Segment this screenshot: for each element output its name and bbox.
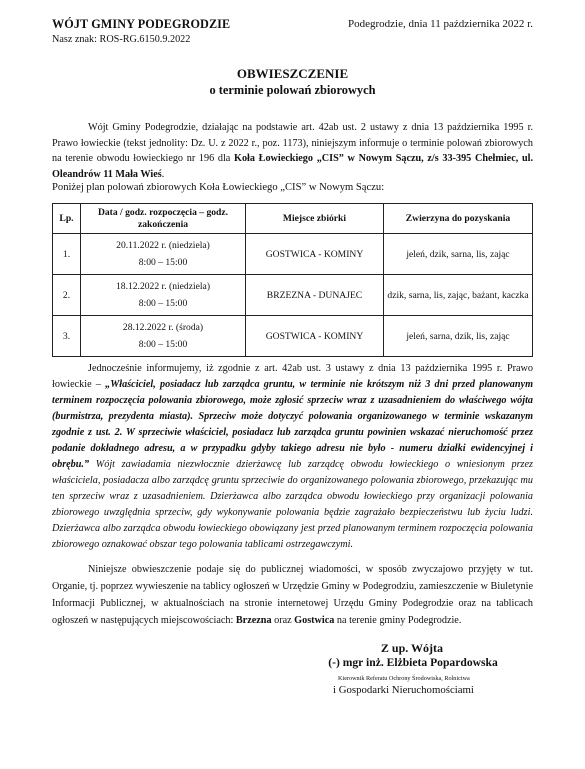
row-date — [81, 316, 246, 357]
paragraph-legal-basis — [52, 120, 533, 182]
row-date-time: 8:00 – 15:00 — [138, 257, 188, 268]
publication-end: na terenie gminy Podegrodzie. — [334, 615, 462, 626]
row-date-time: 8:00 – 15:00 — [138, 298, 188, 309]
locality-gostwica: Gostwica — [294, 615, 335, 626]
locality-brzezna: Brzezna — [235, 615, 272, 626]
law-quote: „Właściciel, posiadacz lub zarządca gruntu, w terminie nie krótszym niż 3 dni przed planowanym terminem rozpoczęcia polowania zbiorowego, może zgłosić sprzeciw wraz z uzasadnieniem do właściwego wójta (burmistrza, prezydenta miasta). Sprzeciw może dotyczyć polowania organizowanego w terminie wskazanym zgodnie z ust. 2. W sprzeciwie właściciel, posiadacz lub zarządca gruntu powinien wskazać nieruchomość przez podanie dokładnego adresu, a w przypadku gdyby takiego adresu nie było - numeru działki ewidencyjnej i obrębu.” — [52, 379, 533, 470]
reference-number: Nasz znak: ROS-RG.6150.9.2022 — [52, 34, 191, 45]
title-subtitle: o terminie polowań zbiorowych — [209, 83, 376, 97]
place-and-date: Podegrodzie, dnia 11 października 2022 r. — [347, 18, 533, 30]
row-date-time: 8:00 – 15:00 — [138, 339, 188, 350]
row-place: GOSTWICA - KOMINY — [246, 234, 384, 275]
title-main: OBWIESZCZENIE — [236, 66, 349, 81]
legal-basis-text: Wójt Gminy Podegrodzie, działając na podstawie art. 42ab ust. 2 ustawy z dnia 13 października 1995 r. Prawo łowieckie (tekst jednolity: Dz. U. z 2022 r., poz. 1173), niniejszym informuje o terminie polowań zbiorowych na terenie obwodu łowieckiego nr 196 dla — [52, 122, 533, 165]
row-date-day: 18.12.2022 r. (niedziela) — [115, 281, 211, 292]
row-place: GOSTWICA - KOMINY — [246, 316, 384, 357]
row-date-day: 20.11.2022 r. (niedziela) — [116, 240, 210, 251]
row-game: jeleń, dzik, sarna, lis, zając — [384, 234, 533, 275]
letterhead — [52, 17, 230, 45]
signatory-name: (-) mgr inż. Elżbieta Popardowska — [328, 656, 498, 669]
table-row — [53, 234, 533, 275]
legal-basis-end: . — [161, 168, 165, 180]
authority-name: WÓJT GMINY PODEGRODZIE — [52, 17, 231, 31]
row-place: BRZEZNA - DUNAJEC — [246, 275, 384, 316]
publication-conj: oraz — [271, 615, 295, 626]
table-row — [53, 316, 533, 357]
document-title — [0, 66, 585, 98]
signatory-department: i Gospodarki Nieruchomościami — [333, 684, 474, 696]
signatory-position: Kierownik Referatu Ochrony Środowiska, Rolnictwa — [338, 675, 470, 682]
row-date — [81, 275, 246, 316]
header-game: Zwierzyna do pozyskania — [384, 204, 533, 234]
publication-text: Niniejsze obwieszczenie podaje się do publicznej wiadomości, w sposób zwyczajowo przyjęty w tut. Organie, tj. poprzez wywieszenie na tablicy ogłoszeń w Urzędzie Gminy w Podegrodziu, zamieszczenie w Biuletynie Informacji Publicznej, w aktualnościach na stronie internetowej Urzędu Gminy Podegrodzie oraz na tablicach ogłoszeń w następujących miejscowościach: — [52, 564, 533, 626]
row-lp: 3. — [53, 316, 81, 357]
hunting-club-name: Koła Łowieckiego „CIS” w Nowym Sączu, z/s 33-395 Chełmiec, ul. Oleandrów 11 Mała Wieś — [52, 153, 533, 180]
hunting-plan-table — [52, 203, 533, 357]
row-date-day: 28.12.2022 r. (środa) — [122, 322, 204, 333]
row-game: dzik, sarna, lis, zając, bażant, kaczka — [384, 275, 533, 316]
row-lp: 2. — [53, 275, 81, 316]
row-date — [81, 234, 246, 275]
table-header-row — [53, 204, 533, 234]
row-game: jeleń, sarna, dzik, lis, zając — [384, 316, 533, 357]
paragraph-publication — [52, 561, 533, 629]
objection-procedure: Wójt zawiadamia niezwłocznie dzierżawcę lub zarządcę obwodu łowieckiego o wniesionym przez właściciela, posiadacza albo zarządcę gruntu sprzeciwie do organizowanego polowania zbiorowego, przekazując mu ten sprzeciw wraz z uzasadnieniem. Dzierżawca albo zarządca obwodu łowieckiego przy organizacji polowania zbiorowego uwzględnia sprzeciw, gdy wykonywanie polowania będzie zagrażało bezpieczeństwu lub życiu ludzi. Dzierżawca albo zarządca obwodu łowieckiego obowiązany jest przed planowanym terminem rozpoczęcia polowania zbiorowego oznakować obszar tego polowania tablicami ostrzegawczymi. — [52, 459, 533, 550]
objection-intro: Jednocześnie informujemy, iż zgodnie z art. 42ab ust. 3 ustawy z dnia 13 października 1995 r. Prawo łowieckie – — [52, 363, 533, 390]
header-place: Miejsce zbiórki — [246, 204, 384, 234]
paragraph-objection-rules — [52, 361, 533, 553]
table-row — [53, 275, 533, 316]
header-lp: Lp. — [53, 204, 81, 234]
plan-intro: Poniżej plan polowań zbiorowych Koła Łowieckiego „CIS” w Nowym Sączu: — [52, 182, 385, 193]
header-date: Data / godz. rozpoczęcia – godz. zakończenia — [81, 204, 246, 234]
row-lp: 1. — [53, 234, 81, 275]
signature-on-behalf: Z up. Wójta — [380, 641, 444, 655]
